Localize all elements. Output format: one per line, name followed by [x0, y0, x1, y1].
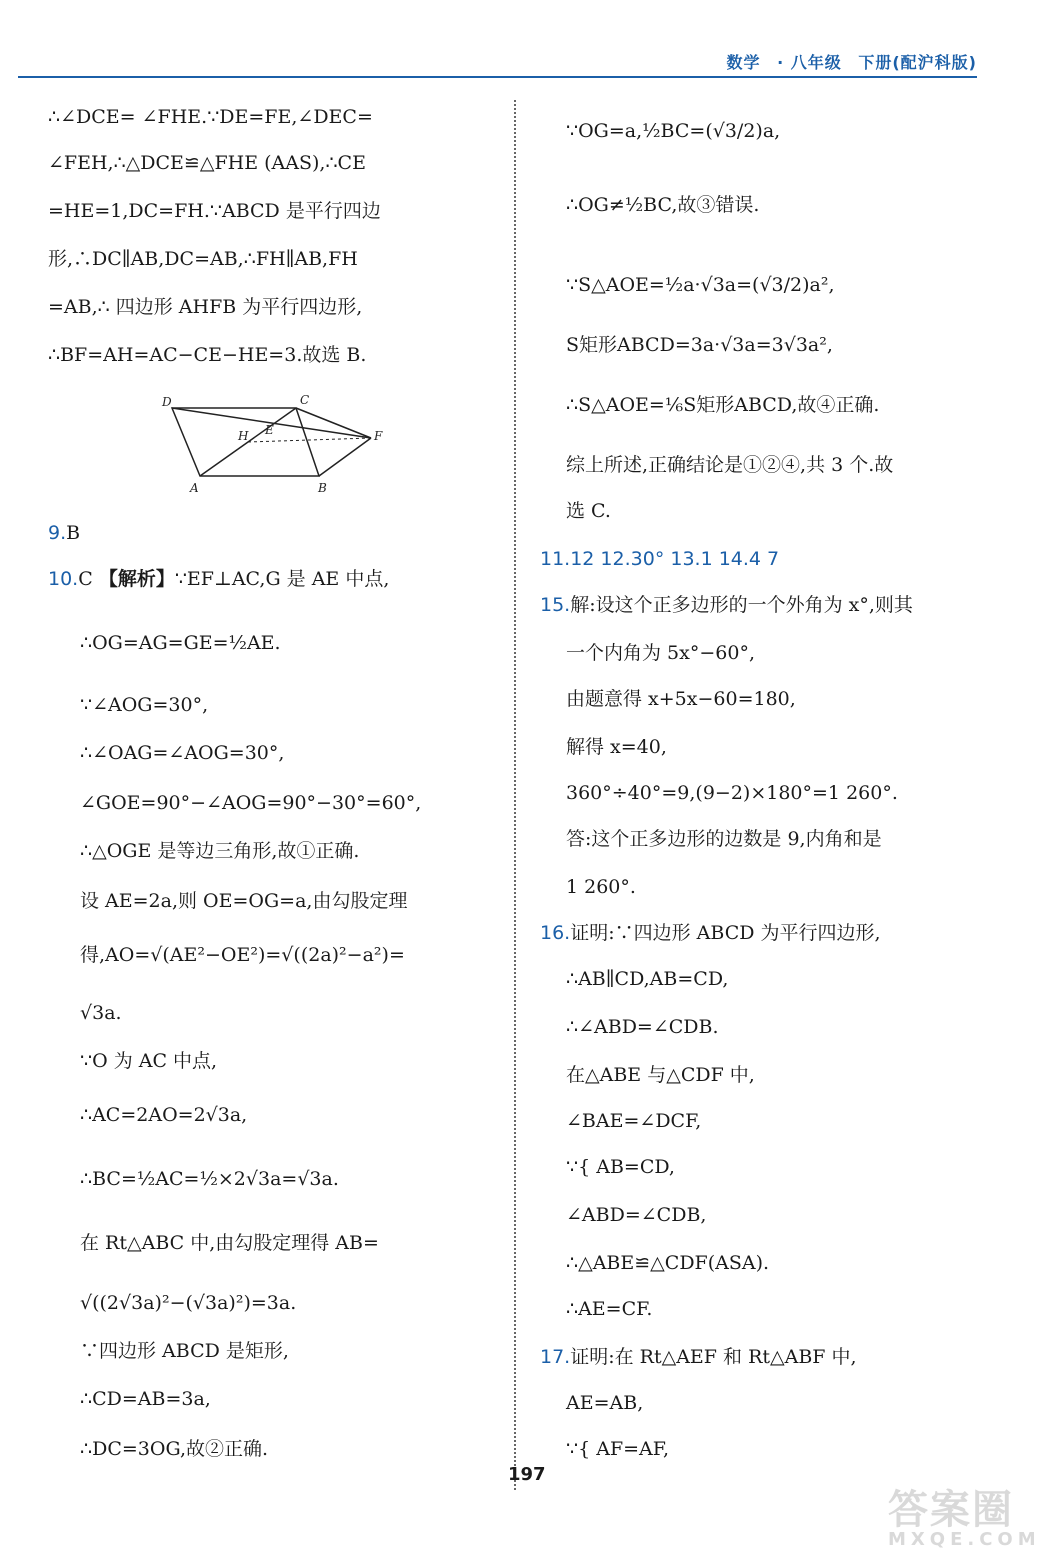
text-line: ∵{ AF=AF, [566, 1438, 670, 1460]
question-16 [540, 920, 881, 946]
text-line: AE=AB, [566, 1392, 644, 1414]
text-line: 答:这个正多边形的边数是 9,内角和是 [566, 828, 882, 850]
text-line: =HE=1,DC=FH.∵ABCD 是平行四边 [48, 200, 381, 222]
question-10 [48, 566, 389, 592]
label-h: H [238, 429, 249, 443]
column-divider [514, 100, 516, 1490]
text-line: 解:设这个正多边形的一个外角为 x°,则其 [570, 594, 913, 616]
text-line: ∠FEH,∴△DCE≌△FHE (AAS),∴CE [48, 152, 366, 174]
text-line: 证明:∵四边形 ABCD 为平行四边形, [570, 922, 881, 944]
question-number: 10. [48, 568, 79, 590]
label-b: B [318, 481, 327, 495]
text-line: ∵{ AB=CD, [566, 1156, 675, 1178]
label-c: C [300, 393, 310, 407]
text-line: ∵∠AOG=30°, [80, 694, 209, 716]
text-line: 设 AE=2a,则 OE=OG=a,由勾股定理 [80, 890, 408, 912]
text-line: 证明:在 Rt△AEF 和 Rt△ABF 中, [570, 1346, 857, 1368]
text-line: 在△ABE 与△CDF 中, [566, 1064, 755, 1086]
text-line: ∠ABD=∠CDB, [566, 1204, 707, 1226]
text-line: =AB,∴ 四边形 AHFB 为平行四边形, [48, 296, 363, 318]
question-17 [540, 1344, 857, 1370]
answers-11-14: 11.12 12.30° 13.1 14.4 7 [540, 548, 780, 570]
text-line: ∵四边形 ABCD 是矩形, [80, 1340, 289, 1362]
watermark-bottom: MXQE.COM [888, 1529, 1041, 1550]
text-line: 在 Rt△ABC 中,由勾股定理得 AB= [80, 1232, 379, 1254]
watermark-logo [888, 1478, 1041, 1550]
text-line: ∴BC=½AC=½×2√3a=√3a. [80, 1168, 339, 1190]
answer: B [66, 522, 81, 544]
text-line: ∴AC=2AO=2√3a, [80, 1104, 248, 1126]
text-line: ∴BF=AH=AC−CE−HE=3.故选 B. [48, 344, 367, 366]
text-line: ∴CD=AB=3a, [80, 1388, 211, 1410]
question-number: 16. [540, 922, 571, 944]
text-line: ∴S△AOE=⅙S矩形ABCD,故④正确. [566, 394, 880, 416]
page-number: 197 [508, 1464, 546, 1485]
analysis-tag: 【解析】 [98, 568, 175, 590]
text-line: 1 260°. [566, 876, 636, 898]
text-line: 360°÷40°=9,(9−2)×180°=1 260°. [566, 782, 898, 804]
text-line: ∵O 为 AC 中点, [80, 1050, 218, 1072]
label-e: E [265, 423, 274, 437]
label-f: F [374, 429, 383, 443]
text-line: 形,∴DC∥AB,DC=AB,∴FH∥AB,FH [48, 248, 358, 270]
text-line: ∴AE=CF. [566, 1298, 653, 1320]
header-grade: · 八年级 [777, 53, 842, 72]
watermark-top: 答案圈 [888, 1487, 1014, 1533]
text-line: √((2√3a)²−(√3a)²)=3a. [80, 1292, 297, 1314]
text-line: ∴∠DCE= ∠FHE.∵DE=FE,∠DEC= [48, 106, 373, 128]
text-line: ∴∠OAG=∠AOG=30°, [80, 742, 285, 764]
text-line: √3a. [80, 1002, 122, 1024]
text-line: ∴AB∥CD,AB=CD, [566, 968, 729, 990]
parallelogram-figure [156, 390, 396, 500]
question-9 [48, 520, 80, 546]
text-line: 综上所述,正确结论是①②④,共 3 个.故 [566, 454, 894, 476]
text-line: 得,AO=√(AE²−OE²)=√((2a)²−a²)= [80, 944, 405, 966]
header-rule [18, 76, 977, 78]
header-volume: 下册(配沪科版) [858, 53, 977, 72]
text-line: ∠GOE=90°−∠AOG=90°−30°=60°, [80, 792, 422, 814]
text-line: ∠BAE=∠DCF, [566, 1110, 702, 1132]
text-line: ∴OG=AG=GE=½AE. [80, 632, 281, 654]
label-a: A [190, 481, 199, 495]
page-header [717, 50, 977, 73]
header-subject: 数学 [726, 53, 761, 72]
text-line: 解得 x=40, [566, 736, 667, 758]
text-line: ∴△OGE 是等边三角形,故①正确. [80, 840, 360, 862]
text-line: ∵S△AOE=½a·√3a=(√3/2)a², [566, 274, 835, 296]
text-line: ∴OG≠½BC,故③错误. [566, 194, 760, 216]
text-line: ∵OG=a,½BC=(√3/2)a, [566, 120, 781, 142]
answer: C [78, 568, 93, 590]
question-number: 15. [540, 594, 571, 616]
text-line: 一个内角为 5x°−60°, [566, 642, 755, 664]
text-line: ∴∠ABD=∠CDB. [566, 1016, 719, 1038]
question-number: 9. [48, 522, 67, 544]
question-15 [540, 592, 913, 618]
text-line: ∴DC=3OG,故②正确. [80, 1438, 269, 1460]
label-d: D [162, 395, 172, 409]
text-line: S矩形ABCD=3a·√3a=3√3a², [566, 334, 833, 356]
text-line: ∵EF⊥AC,G 是 AE 中点, [174, 568, 390, 590]
question-number: 17. [540, 1346, 571, 1368]
text-line: 由题意得 x+5x−60=180, [566, 688, 796, 710]
text-line: ∴△ABE≌△CDF(ASA). [566, 1252, 770, 1274]
text-line: 选 C. [566, 500, 611, 522]
